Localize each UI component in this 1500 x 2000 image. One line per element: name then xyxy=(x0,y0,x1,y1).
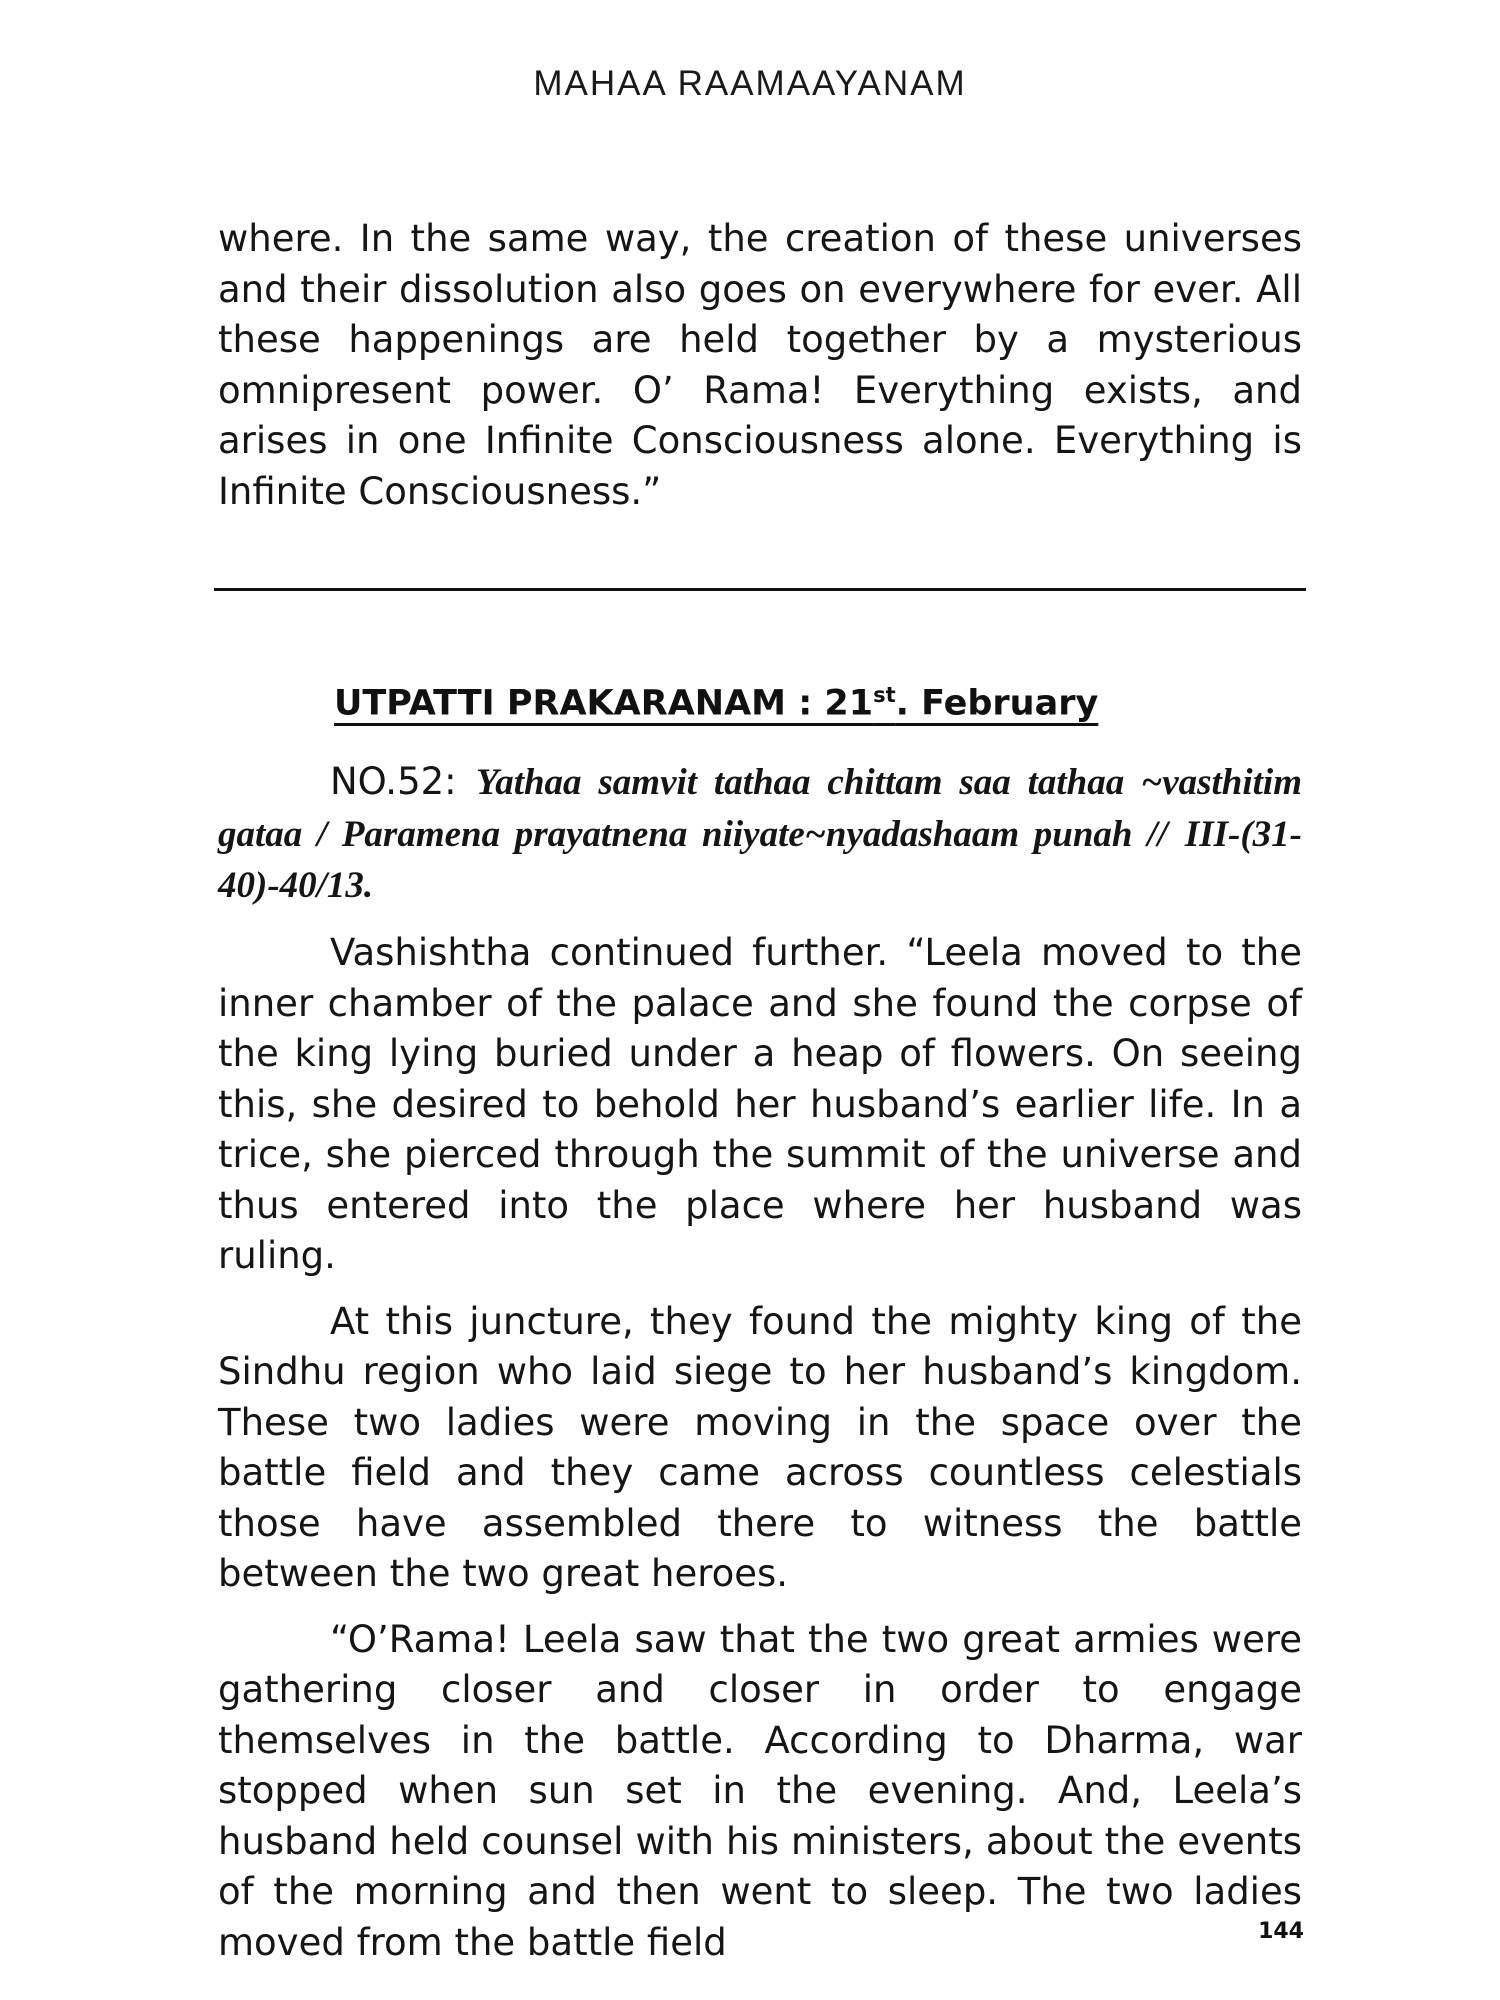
section-heading xyxy=(334,683,1098,724)
body-paragraph: Vashishtha continued further. “Leela moved to the inner chamber of the palace and she found the corpse of the king lying buried under a heap of flowers. On seeing this, she desired to behold her husband’s earlier life. In a trice, she pierced through the summit of the universe and thus entered into the place where her husband was ruling. xyxy=(218,931,1302,1277)
verse-reference: III-(31-40)-40/13. xyxy=(218,813,1302,906)
verse-number: NO.52: xyxy=(330,760,457,803)
body-text xyxy=(218,928,1302,1983)
continued-paragraph: where. In the same way, the creation of these universes and their dissolution also goes on everywhere for ever. All these happenings are held together by a mysterious omnipresent power. O’ Rama! Everything exists, and arises in one Infinite Consciousness alone. Everything is Infinite Consciousness.” xyxy=(218,217,1302,513)
date-month: . February xyxy=(895,683,1099,724)
body-paragraph: At this juncture, they found the mighty king of the Sindhu region who laid siege to her husband’s kingdom. These two ladies were moving in the space over the battle field and they came across countless celestials those have assembled there to witness the battle between the two great heroes. xyxy=(218,1299,1302,1595)
date-suffix: st xyxy=(873,683,896,707)
page-number: 144 xyxy=(1258,1919,1304,1944)
section-title: UTPATTI PRAKARANAM : 21 xyxy=(334,683,874,724)
running-head: MAHAA RAAMAAYANAM xyxy=(533,64,967,103)
verse-block xyxy=(218,757,1302,912)
body-paragraph: “O’Rama! Leela saw that the two great armies were gathering closer and closer in order to engage themselves in the battle. According to Dharma, war stopped when sun set in the evening. And, Leela’s husband held counsel with his ministers, about the events of the morning and then went to sleep. The two ladies moved from the battle field xyxy=(218,1617,1302,1964)
verse-text: Yathaa samvit tathaa chittam saa tathaa ~vasthitim gataa / Paramena prayatnena niiyate~nyadashaam punah // xyxy=(218,762,1302,855)
continued-paragraph-block xyxy=(218,214,1302,517)
verse-paragraph xyxy=(218,757,1302,912)
section-divider xyxy=(214,588,1306,591)
